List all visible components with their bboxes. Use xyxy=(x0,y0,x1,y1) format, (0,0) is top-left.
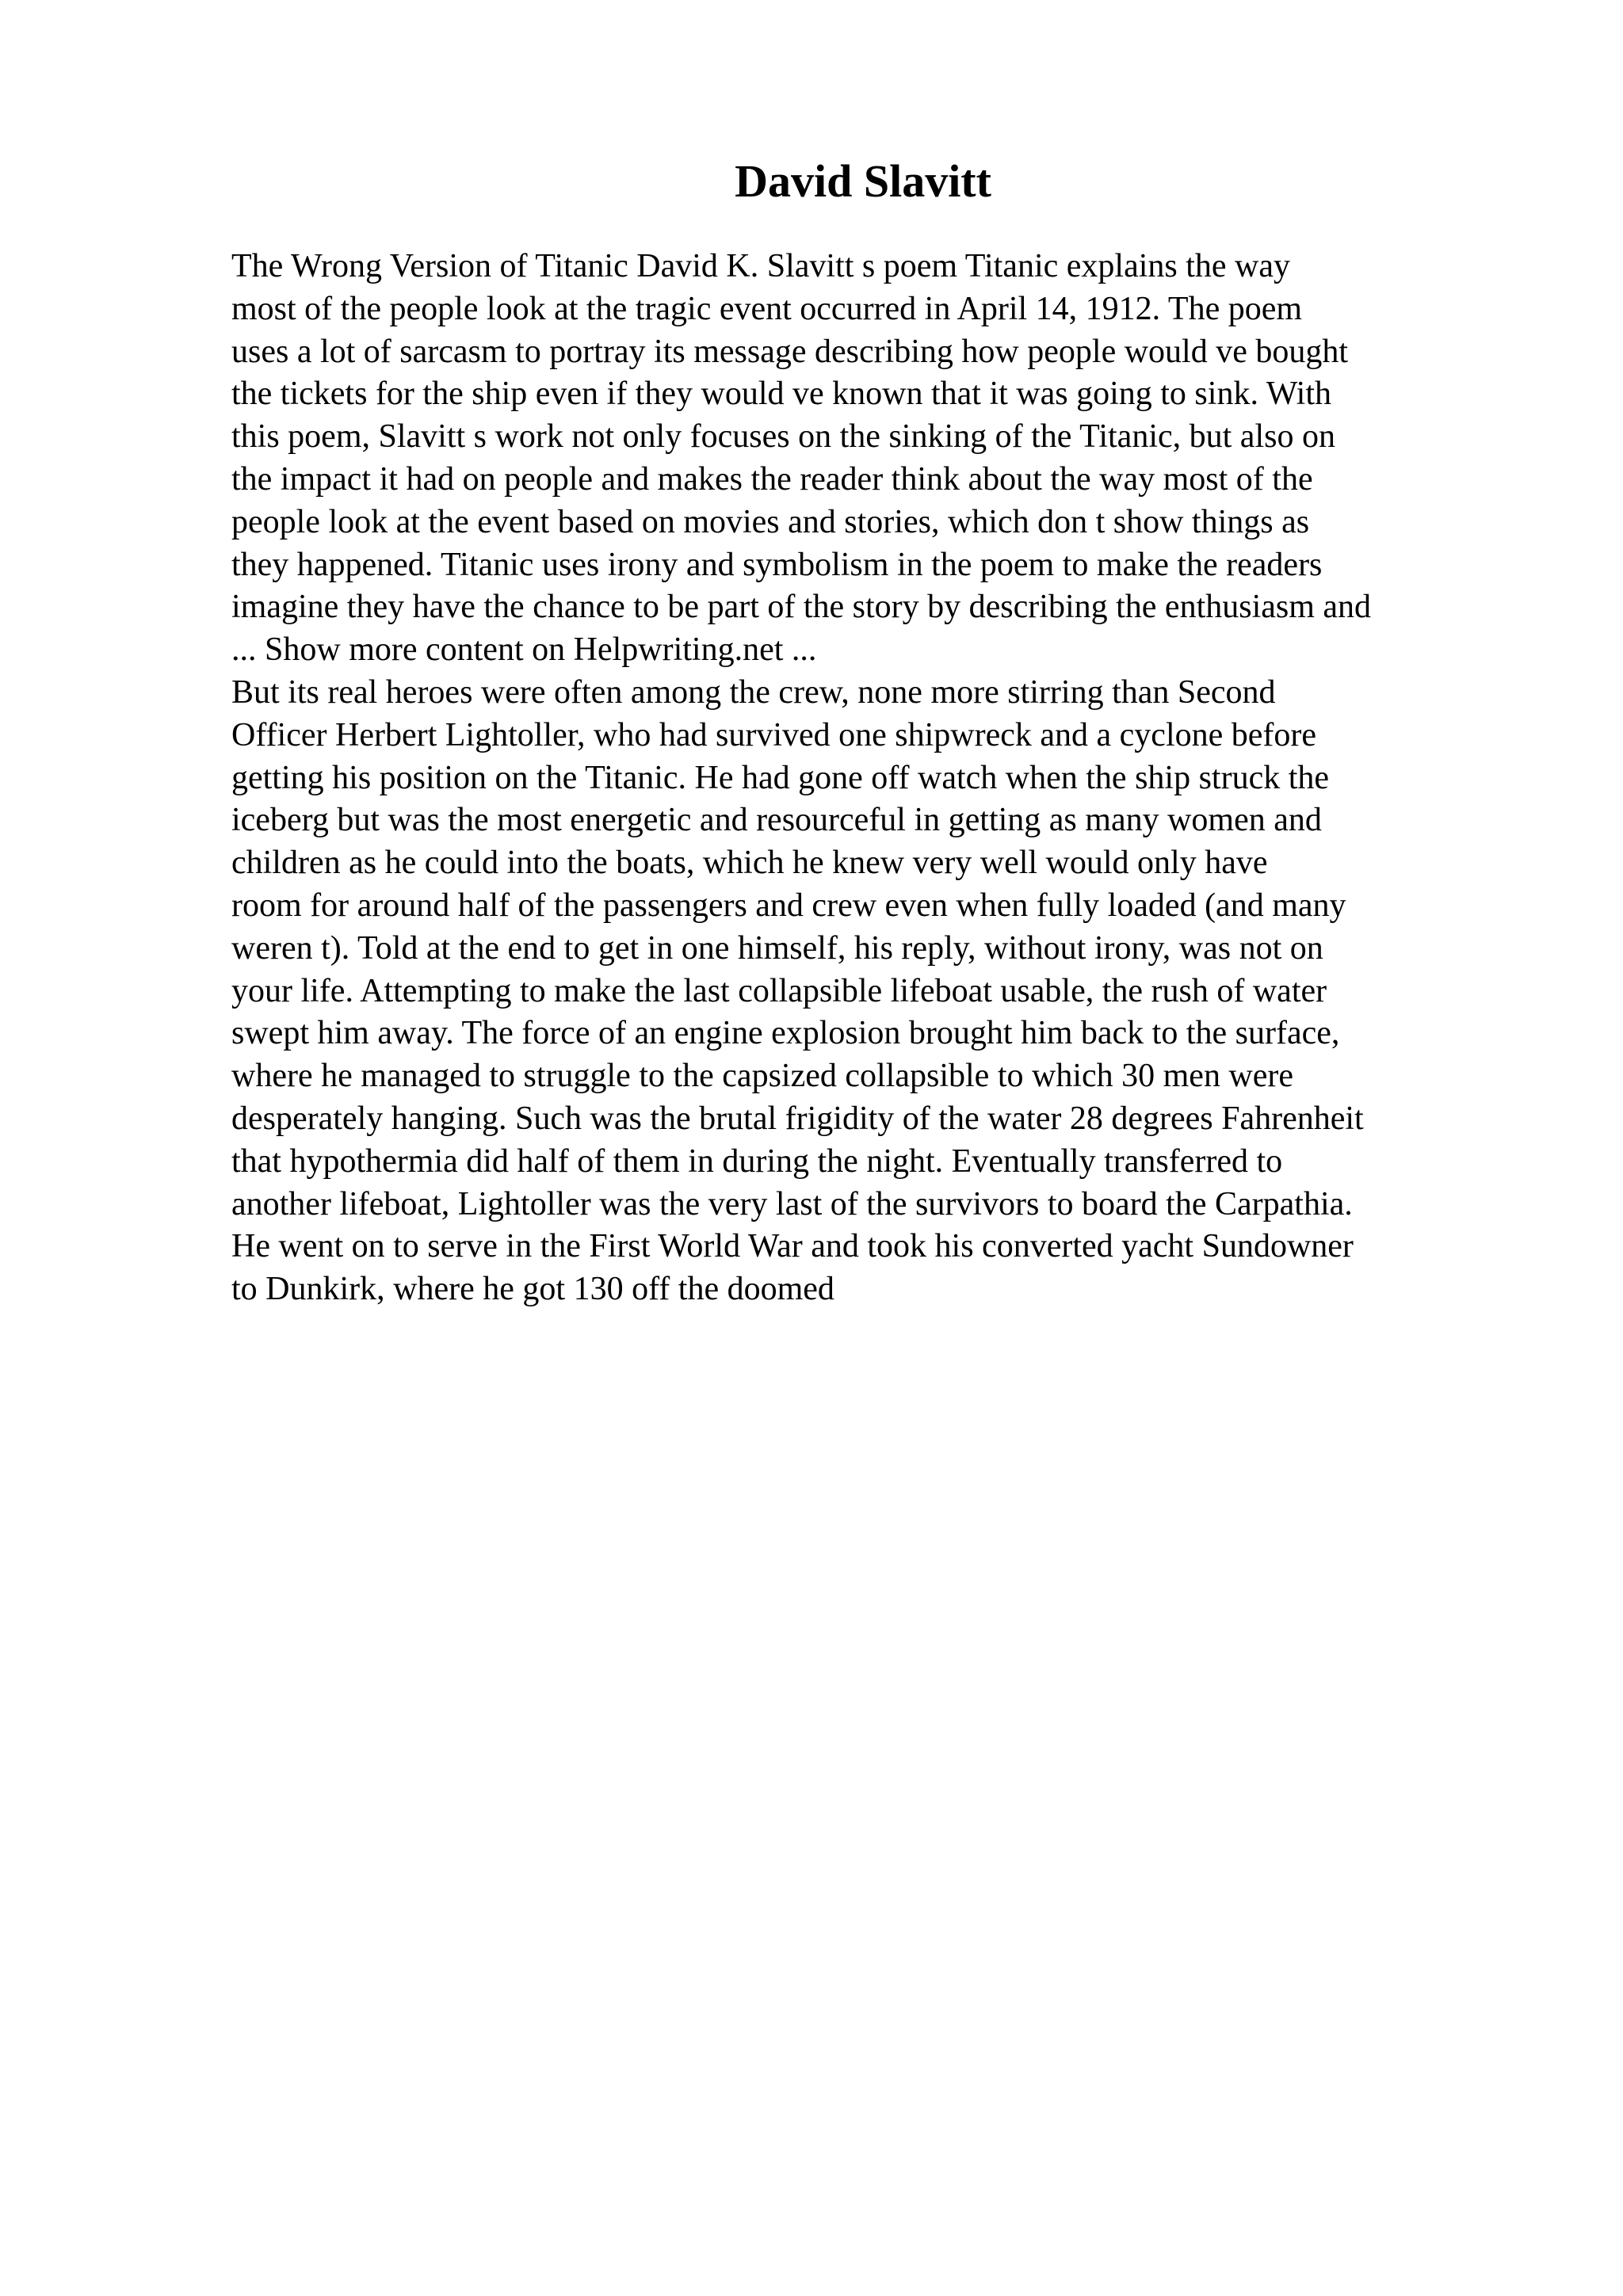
body-line: the impact it had on people and makes the reader think about the way most of the xyxy=(231,460,1313,498)
body-line: swept him away. The force of an engine explosion brought him back to the surface, xyxy=(231,1015,1340,1052)
body-line: imagine they have the chance to be part of the story by describing the enthusiasm and xyxy=(231,589,1372,626)
body-line: where he managed to struggle to the capsized collapsible to which 30 men were xyxy=(231,1058,1294,1095)
document-title: David Slavitt xyxy=(735,155,991,207)
body-line: another lifeboat, Lightoller was the very last of the survivors to board the Carpathia. xyxy=(231,1185,1353,1222)
document-body xyxy=(231,246,1531,1311)
body-line: Officer Herbert Lightoller, who had survived one shipwreck and a cyclone before xyxy=(231,716,1317,753)
body-line: the tickets for the ship even if they would ve known that it was going to sink. With xyxy=(231,376,1331,413)
body-line: your life. Attempting to make the last collapsible lifeboat usable, the rush of water xyxy=(231,972,1327,1009)
body-line: iceberg but was the most energetic and resourceful in getting as many women and xyxy=(231,802,1322,839)
body-line: getting his position on the Titanic. He had gone off watch when the ship struck the xyxy=(231,759,1330,796)
body-line: uses a lot of sarcasm to portray its message describing how people would ve bought xyxy=(231,333,1349,370)
body-line: this poem, Slavitt s work not only focuses on the sinking of the Titanic, but also on xyxy=(231,418,1335,456)
body-line: desperately hanging. Such was the brutal frigidity of the water 28 degrees Fahrenheit xyxy=(231,1100,1364,1137)
body-line: room for around half of the passengers and crew even when fully loaded (and many xyxy=(231,887,1346,924)
body-line: He went on to serve in the First World War and took his converted yacht Sundowner xyxy=(231,1228,1354,1265)
body-line: weren t). Told at the end to get in one himself, his reply, without irony, was not on xyxy=(231,929,1323,967)
body-line: that hypothermia did half of them in during the night. Eventually transferred to xyxy=(231,1142,1283,1180)
body-line: people look at the event based on movies and stories, which don t show things as xyxy=(231,503,1310,540)
body-line: they happened. Titanic uses irony and symbolism in the poem to make the readers xyxy=(231,546,1323,583)
body-line: to Dunkirk, where he got 130 off the doomed xyxy=(231,1271,834,1308)
body-line: children as he could into the boats, which he knew very well would only have xyxy=(231,845,1268,882)
body-line: The Wrong Version of Titanic David K. Slavitt s poem Titanic explains the way xyxy=(231,248,1291,284)
show-more-line: ... Show more content on Helpwriting.net ... xyxy=(231,631,817,669)
body-line: most of the people look at the tragic event occurred in April 14, 1912. The poem xyxy=(231,290,1303,327)
body-line: But its real heroes were often among the crew, none more stirring than Second xyxy=(231,673,1276,711)
